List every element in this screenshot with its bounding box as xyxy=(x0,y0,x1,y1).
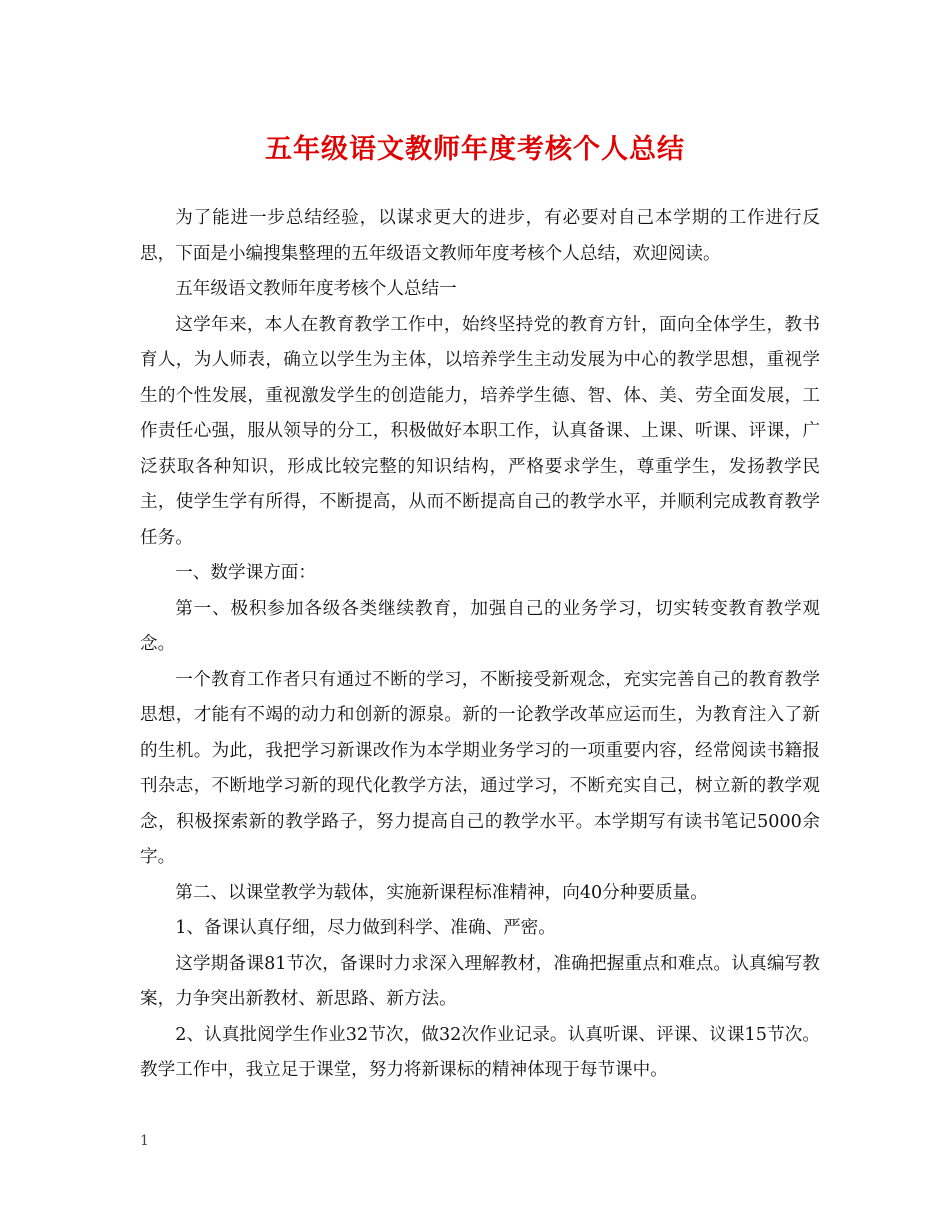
paragraph-overview: 这学年来，本人在教育教学工作中，始终坚持党的教育方针，面向全体学生，教书育人，为人师表，确立以学生为主体，以培养学生主动发展为中心的教学思想，重视学生的个性发展，重视激发学生的创造能力，培养学生德、智、体、美、劳全面发展，工作责任心强，服从领导的分工，积极做好本职工作，认真备课、上课、听课、评课，广泛获取各种知识，形成比较完整的知识结构，严格要求学生，尊重学生，发扬教学民主，使学生学有所得，不断提高，从而不断提高自己的教学水平，并顺利完成教育教学任务。 xyxy=(140,314,820,548)
paragraph-point-one: 第一、极积参加各级各类继续教育，加强自己的业务学习，切实转变教育教学观念。 xyxy=(140,598,820,654)
paragraph-lesson-prep: 这学期备课81节次，备课时力求深入理解教材，准确把握重点和难点。认真编写教案，力争突出新教材、新思路、新方法。 xyxy=(140,953,820,1009)
page-number: 1 xyxy=(140,1133,149,1149)
paragraph-homework: 2、认真批阅学生作业32节次，做32次作业记录。认真听课、评课、议课15节次。 教学工作中，我立足于课堂，努力将新课标的精神体现于每节课中。 xyxy=(140,1024,820,1080)
document-body xyxy=(140,201,820,1089)
paragraph-point-two: 第二、以课堂教学为载体，实施新课程标准精神，向40分种要质量。 xyxy=(175,882,708,903)
paragraph-learning: 一个教育工作者只有通过不断的学习，不断接受新观念，充实完善自己的教育教学思想，才能有不竭的动力和创新的源泉。新的一论教学改革应运而生，为教育注入了新的生机。为此，我把学习新课改作为本学期业务学习的一项重要内容，经常阅读书籍报刊杂志，不断地学习新的现代化教学方法，通过学习，不断充实自己，树立新的教学观念，积极探索新的教学路子，努力提高自己的教学水平。本学期写有读书笔记5000余字。 xyxy=(140,669,820,867)
document-title: 五年级语文教师年度考核个人总结 xyxy=(265,134,685,165)
paragraph-intro: 为了能进一步总结经验，以谋求更大的进步，有必要对自己本学期的工作进行反思，下面是小编搜集整理的五年级语文教师年度考核个人总结，欢迎阅读。 xyxy=(140,208,820,264)
paragraph-lesson-prep-heading: 1、备课认真仔细，尽力做到科学、准确、严密。 xyxy=(175,918,556,938)
paragraph-math-heading: 一、数学课方面： xyxy=(175,563,316,583)
paragraph-section-heading: 五年级语文教师年度考核个人总结一 xyxy=(175,279,457,299)
